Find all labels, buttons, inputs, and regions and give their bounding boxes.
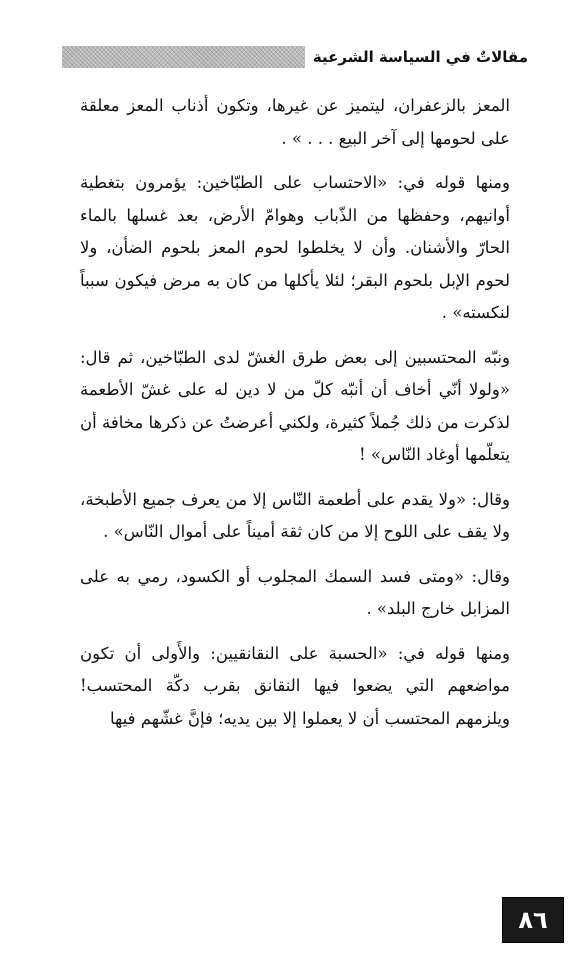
paragraph: وقال: «ومتى فسد السمك المجلوب أو الكسود، رمي به على المزابل خارج البلد» .: [80, 566, 510, 618]
header-decorative-band: [62, 46, 305, 68]
running-header: [62, 42, 528, 72]
running-header-title: مقالاتٌ في السياسة الشرعية: [312, 48, 528, 66]
paragraph: ومنها قوله في: «الاحتساب على الطبّاخين: يؤمرون بتغطية أوانيهم، وحفظها من الذّباب وهوامّ الأرض، بعد غسلها بالماء الحارّ والأشنان. وأن لا يخلطوا لحوم المعز بلحوم الضأن، ولا لحوم الإبل بلحوم البقر؛ لئلا يأكلها من كان به مرض فيكون سبباً لنكسته» .: [80, 173, 510, 322]
paragraph: ونبّه المحتسبين إلى بعض طرق الغشّ لدى الطبّاخين، ثم قال: «ولولا أنّي أخاف أن أنبّه كلّ من لا دين له على غشّ الأطعمة لذكرت من ذلك جُملاً كثيرة، ولكني أعرضتُ عن ذكرها مخافة أن يتعلّمها أوغاد النّاس» !: [80, 347, 510, 464]
paragraph: المعز بالزعفران، ليتميز عن غيرها، وتكون أذناب المعز معلقة على لحومها إلى آخر البيع . . . » .: [80, 96, 510, 148]
page-number: ٨٦: [503, 898, 563, 942]
paragraph: وقال: «ولا يقدم على أطعمة النّاس إلا من يعرف جميع الأطبخة، ولا يقف على اللوح إلا من كان ثقة أميناً على أموال النّاس» .: [80, 489, 510, 541]
paragraph: ومنها قوله في: «الحسبة على النقانقيين: والأَولى أن تكون مواضعهم التي يضعوا فيها النقانق بقرب دكّة المحتسب! ويلزمهم المحتسب أن لا يعملوا إلا بين يديه؛ فإنَّ غشّهم فيها: [80, 643, 510, 728]
body-text: [80, 90, 510, 735]
